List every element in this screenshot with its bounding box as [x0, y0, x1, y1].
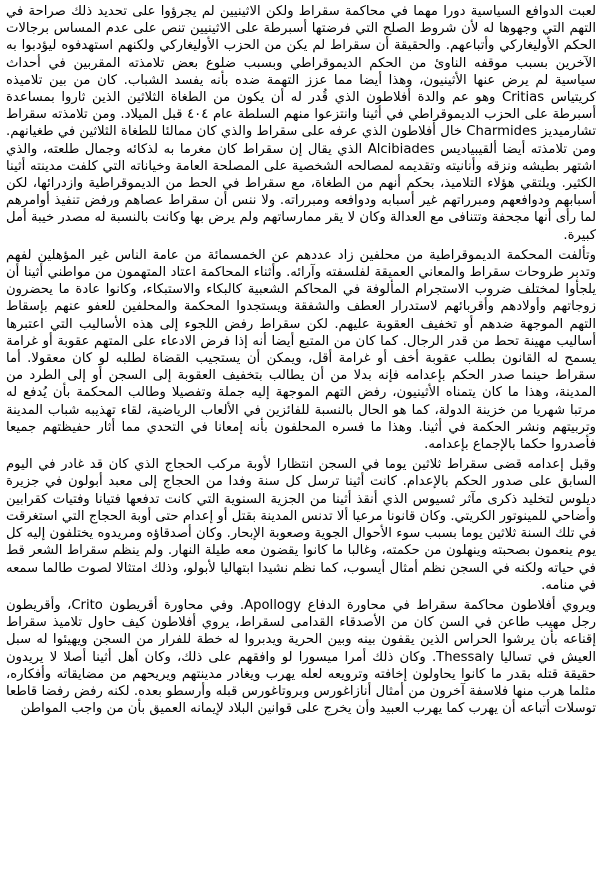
- paragraph-political-motives: لعبت الدوافع السياسية دورا مهما في محاكمة سقراط ولكن الاثينيين لم يجرؤوا على تحديد ذلك صراحة في التهم التي وجهوها له لأن شروط الصلح التي فرضتها أسبرطة على الاثينيين تنص على عدم المساس برجالات الحكم الأوليغاركي وأتباعهم. والحقيقة أن سقراط لم يكن من الحزب الأوليغاركي ولكنهم استهدفوه ليؤدبوا به الآخرين بسبب موقفه الناوئ من الحكم الديموقراطي وبسبب ضلوع بعض تلامذته المقربين في أحداث سياسية لم يرض عنها الأثينيون، وهذا أيضا مما عزز التهمة ضده بأنه يفسد الشباب. كان من بين تلاميذه كريتياس Critias وهو عم والدة أفلاطون الذي قُدر له أن يكون من الطغاة الثلاثين الذين ثاروا بمساعدة أسبرطة على الحزب الديموقراطي في أثينا وانتزعوا منهم السلطة عام ٤٠٤ قبل الميلاد. ومن تلامذته سقراط تشارميديز Charmides خال أفلاطون الذي عرفه على سقراط والذي كان ممالئا للطغاة الثلاثين في طغيانهم. ومن تلامذته أيضا ألقيبياديس Alcibiades الذي يقال إن سقراط كان مغرما به لذكائه وجمال طلعته، والذي اشتهر بطيشه ونزقه وأنانيته وتقديمه لمصالحه الشخصية على المصلحة العامة وخياناته التي كلفت مدينته أثينا الكثير. ويلتقي هؤلاء التلاميذ، بحكم أنهم من الطغاة، مع سقراط في الحط من الديموقراطية وازدرائها، لكن أسبابهم ودوافعهم ومبرراتهم غير أسبابه ودوافعه ومبرراته. ولا ننس أن سقراط عصاهم ورفض تنفيذ أوامرهم لما رأى أنها مجحفة وتتنافى مع العدالة وكان لا يقر ممارساتهم ولم يرض بها وكانت بالنسبة له مصدر خيبة أمل كبيرة.: [6, 4, 596, 243]
- paragraph-democratic-court: وتألفت المحكمة الديموقراطية من محلفين زاد عددهم عن الخمسمائة من عامة الناس غير المؤهلين لفهم وتدبر طروحات سقراط والمعاني العميقة لفلسفته وآرائه. وأثناء المحاكمة اعتاد المتهمون من مواطني أثينا أن يلجأوا لمختلف ضروب الاستجرام المألوفة في المحاكم الشعبية كالبكاء والاستبكاء، وكانوا عادة ما يحضرون زوجاتهم وأولادهم وأقربائهم لاستدرار العطف والشفقة ويستجدوا المحكمة والمحلفين للعفو عنهم بإسقاط التهم الموجهة ضدهم أو تخفيف العقوبة عليهم. لكن سقراط رفض اللجوء إلى هذه الأساليب التي اعتبرها أساليب مهينة تحط من قدر الرجال. كما كان من المتبع أيضا أنه إذا فرض الادعاء على المتهم عقوبة أو غرامة يسمح له القانون بطلب عقوبة أخف أو غرامة أقل، ويمكن أن يستجيب القضاة لطلبه لو كان معقولا. أما سقراط حينما صدر الحكم بإعدامه فإنه بدلا من أن يطالب بتخفيف العقوبة إلى السجن أو إلى الطرد من المدينة، وهذا ما كان يتمناه الأثينيون، رفض التهم الموجهة إليه جملة وتفصيلا وطالب المحكمة بأن يُدفع له مرتبا شهريا من خزينة الدولة، كما هو الحال بالنسبة للفائزين في الألعاب الرياضية، لقاء تهذيبه شباب المدينة وتربيتهم ونشر الحكمة في أثينا. وهذا ما فسره المحلفون بأنه إمعانا في التحدي مما أثار حفيظتهم جميعا فأصدروا حكما بالإجماع بإعدامه.: [6, 247, 596, 453]
- paragraph-plato-dialogues: ويروي أفلاطون محاكمة سقراط في محاورة الدفاع Apollogy. وفي محاورة أقريطون Crito، وأقريطون رجل مهيب طاعن في السن كان من الأصدقاء القدامى لسقراط، يروي أفلاطون كيف حاول تلاميذ سقراط إقناعه بأن يرشوا الحراس الذين يقفون بينه وبين الحرية ويدبروا له خطة للفرار من السجن ويهيئوا له سبل العيش في تساليا Thessaly. وكان ذلك أمرا ميسورا لو وافقهم على ذلك، وكان أهل أثينا أصلا لا يريدون حقيقة قتله بقدر ما كانوا يحاولون إخافته وترويعه لعله يهرب ويغادر مدينتهم ويريحهم من مضايقاته وأفكاره، مثلما هرب منها فلاسفة آخرون من أمثال أنازاغورس وبروتاغورس قبله وأرسطو بعده. لكنه رفض رفضا قاطعا توسلات أتباعه أن يهرب كما يهرب العبيد وأن يخرج على قوانين البلاد لإيمانه العميق بأن من واجب المواطن: [6, 597, 596, 717]
- paragraph-thirty-days-prison: وقبل إعدامه قضى سقراط ثلاثين يوما في السجن انتظارا لأوبة مركب الحجاج الذي كان قد غادر في اليوم السابق على صدور الحكم بالإعدام. كانت أثينا ترسل كل سنة وفدا من الحجاج إلى معبد أبولون في جزيرة ديلوس لتخليد ذكرى مآثر ثسيوس الذي أنقذ أثينا من الجزية السنوية التي كانت تدفعها فتيانا وفتيات كقرابين وأضاحي للمينوتور الكريتي. وكان قانونا مرعيا ألا تدنس المدينة بقتل أو إعدام حتى أوبة الحجاج التي استغرقت في تلك السنة ثلاثين يوما بسبب سوء الأحوال الجوية وصعوبة الإبحار. وكان أصدقاؤه ومريدوه يختلفون إليه كل يوم ينعمون بصحبته وينهلون من حكمته، وغالبا ما كانوا يقضون معه طيلة النهار. ولم ينظم سقراط الشعر قط في حياته ولكنه في السجن نظم أمثال أيسوب، كما نظم نشيدا ابتهاليا لأبولو، وذلك امتثالا لصوت طالما سمعه في منامه.: [6, 457, 596, 593]
